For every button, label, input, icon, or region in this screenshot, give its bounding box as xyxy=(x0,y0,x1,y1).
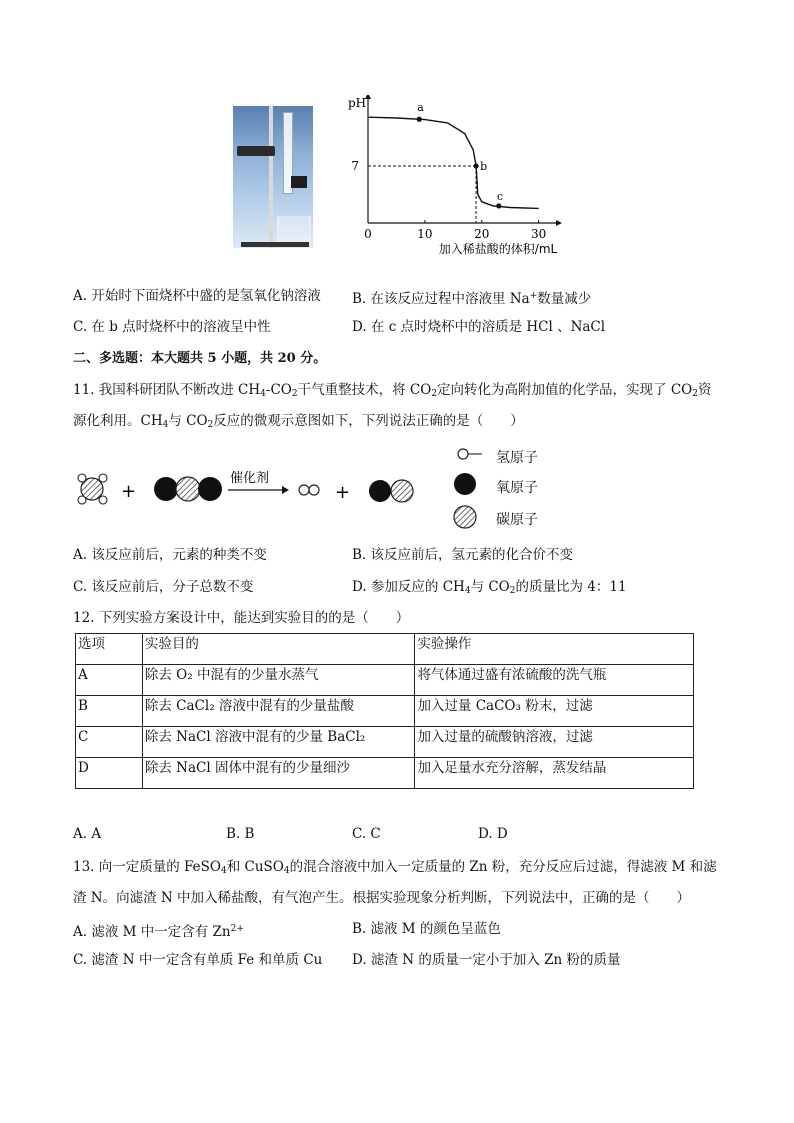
x-tick-label: 30 xyxy=(530,227,547,241)
table-cell: 除去 CaCl₂ 溶液中混有的少量盐酸 xyxy=(142,696,415,727)
table-cell: D xyxy=(76,758,143,789)
table-cell: 加入过量 CaCO₃ 粉末，过滤 xyxy=(415,696,694,727)
q13-stem-line2: 渣 N。向滤渣 N 中加入稀盐酸，有气泡产生。根据实验现象分析判断，下列说法中，正确的是（ ） xyxy=(73,890,690,906)
table-header-cell: 实验目的 xyxy=(142,634,415,665)
hydrogen-molecule xyxy=(299,485,319,495)
ph-probe xyxy=(291,176,307,188)
point-label-c: c xyxy=(496,189,503,203)
x-axis-label: 加入稀盐酸的体积/mL xyxy=(438,242,558,256)
q10-option-b: B. 在该反应过程中溶液里 Na+数量减少 xyxy=(352,291,592,307)
legend-oxygen-label: 氧原子 xyxy=(496,480,538,496)
x-axis-arrow xyxy=(556,220,562,226)
x-tick-label: 10 xyxy=(417,227,433,241)
table-cell: A xyxy=(76,665,143,696)
point-label-a: a xyxy=(417,101,424,115)
y-axis-label: pH xyxy=(348,96,367,110)
legend-carbon xyxy=(454,506,476,528)
q12-option-d: D. D xyxy=(478,826,508,842)
catalyst-label: 催化剂 xyxy=(230,471,270,486)
point-b xyxy=(473,163,478,168)
table-row xyxy=(76,727,694,758)
experiment-table xyxy=(75,633,694,789)
table-header-cell: 实验操作 xyxy=(415,634,694,665)
table-cell: 加入过量的硫酸钠溶液，过滤 xyxy=(415,727,694,758)
q13-stem-line1: 13. 向一定质量的 FeSO$_4$和 CuSO$_4$的混合溶液中加入一定质量的 Zn 粉，充分反应后过滤，得滤液 M 和滤 xyxy=(73,859,717,876)
titration-apparatus-photo xyxy=(233,106,313,248)
table-cell: 将气体通过盛有浓硫酸的洗气瓶 xyxy=(415,665,694,696)
table-cell: B xyxy=(76,696,143,727)
table-row xyxy=(76,696,694,727)
q11-stem-line1: 11. 我国科研团队不断改进 $CH_4-CO_2$干气重整技术，将 $CO_2$定向转化为高附加值的化学品，实现了 $CO_2$资 xyxy=(73,382,712,399)
table-cell: 除去 NaCl 固体中混有的少量细沙 xyxy=(142,758,415,789)
q11-stem-line2: 源化利用。$CH_4$与 $CO_2$反应的微观示意图如下，下列说法正确的是（ ） xyxy=(73,413,524,430)
q11-option-d: D. 参加反应的 $CH_4$与 $CO_2$的质量比为 4：11 xyxy=(352,579,627,596)
plus-sign-1: + xyxy=(121,481,137,502)
legend-carbon-label: 碳原子 xyxy=(496,512,538,528)
methane-molecule xyxy=(78,474,107,504)
legend-hydrogen-label: 氢原子 xyxy=(496,450,538,466)
q11-option-b: B. 该反应前后，氢元素的化合价不变 xyxy=(352,547,574,563)
q10-option-c: C. 在 b 点时烧杯中的溶液呈中性 xyxy=(73,319,271,335)
table-header-cell: 选项 xyxy=(76,634,143,665)
x-tick-label: 20 xyxy=(474,227,490,241)
q11-option-a: A. 该反应前后，元素的种类不变 xyxy=(73,547,267,563)
table-row xyxy=(76,665,694,696)
q13-option-c: C. 滤渣 N 中一定含有单质 Fe 和单质 Cu xyxy=(73,952,323,968)
clamp xyxy=(237,146,275,156)
table-cell: 除去 O₂ 中混有的少量水蒸气 xyxy=(142,665,415,696)
x-tick-label: 0 xyxy=(364,227,372,241)
legend-oxygen xyxy=(454,473,476,495)
table-header-row xyxy=(76,634,694,665)
carbon-monoxide-molecule xyxy=(369,480,413,502)
table-row xyxy=(76,758,694,789)
table-cell: C xyxy=(76,727,143,758)
q12-option-c: C. C xyxy=(352,826,381,842)
table-cell: 除去 NaCl 溶液中混有的少量 BaCl₂ xyxy=(142,727,415,758)
plus-sign-2: + xyxy=(335,482,351,503)
q11-option-c: C. 该反应前后，分子总数不变 xyxy=(73,579,254,595)
q13-option-b: B. 滤液 M 的颜色呈蓝色 xyxy=(352,921,501,937)
ph-titration-chart xyxy=(340,95,570,260)
table-cell: 加入足量水充分溶解，蒸发结晶 xyxy=(415,758,694,789)
q12-stem: 12. 下列实验方案设计中，能达到实验目的的是（ ） xyxy=(73,610,410,626)
q13-option-d: D. 滤渣 N 的质量一定小于加入 Zn 粉的质量 xyxy=(352,952,621,968)
legend-hydrogen xyxy=(458,449,482,459)
point-c xyxy=(496,203,501,208)
q12-option-a: A. A xyxy=(73,826,102,842)
q10-option-a: A. 开始时下面烧杯中盛的是氢氧化钠溶液 xyxy=(73,288,321,304)
section-title-multi-choice: 二、多选题：本大题共 5 小题，共 20 分。 xyxy=(73,351,327,366)
beaker xyxy=(277,216,311,244)
stand-base xyxy=(241,242,309,247)
ph-curve xyxy=(368,117,539,208)
arrow-head xyxy=(282,486,289,494)
point-label-b: b xyxy=(480,160,488,174)
carbon-dioxide-molecule xyxy=(154,477,222,501)
q10-option-d: D. 在 c 点时烧杯中的溶质是 HCl 、NaCl xyxy=(352,319,606,335)
q12-option-b: B. B xyxy=(226,826,255,842)
point-a xyxy=(417,117,422,122)
y-tick-label: 7 xyxy=(351,159,359,174)
reaction-micro-diagram xyxy=(70,440,550,530)
stand-rod xyxy=(269,106,273,248)
q13-option-a: A. 滤液 M 中一定含有 $Zn^{2+}$ xyxy=(73,924,244,940)
